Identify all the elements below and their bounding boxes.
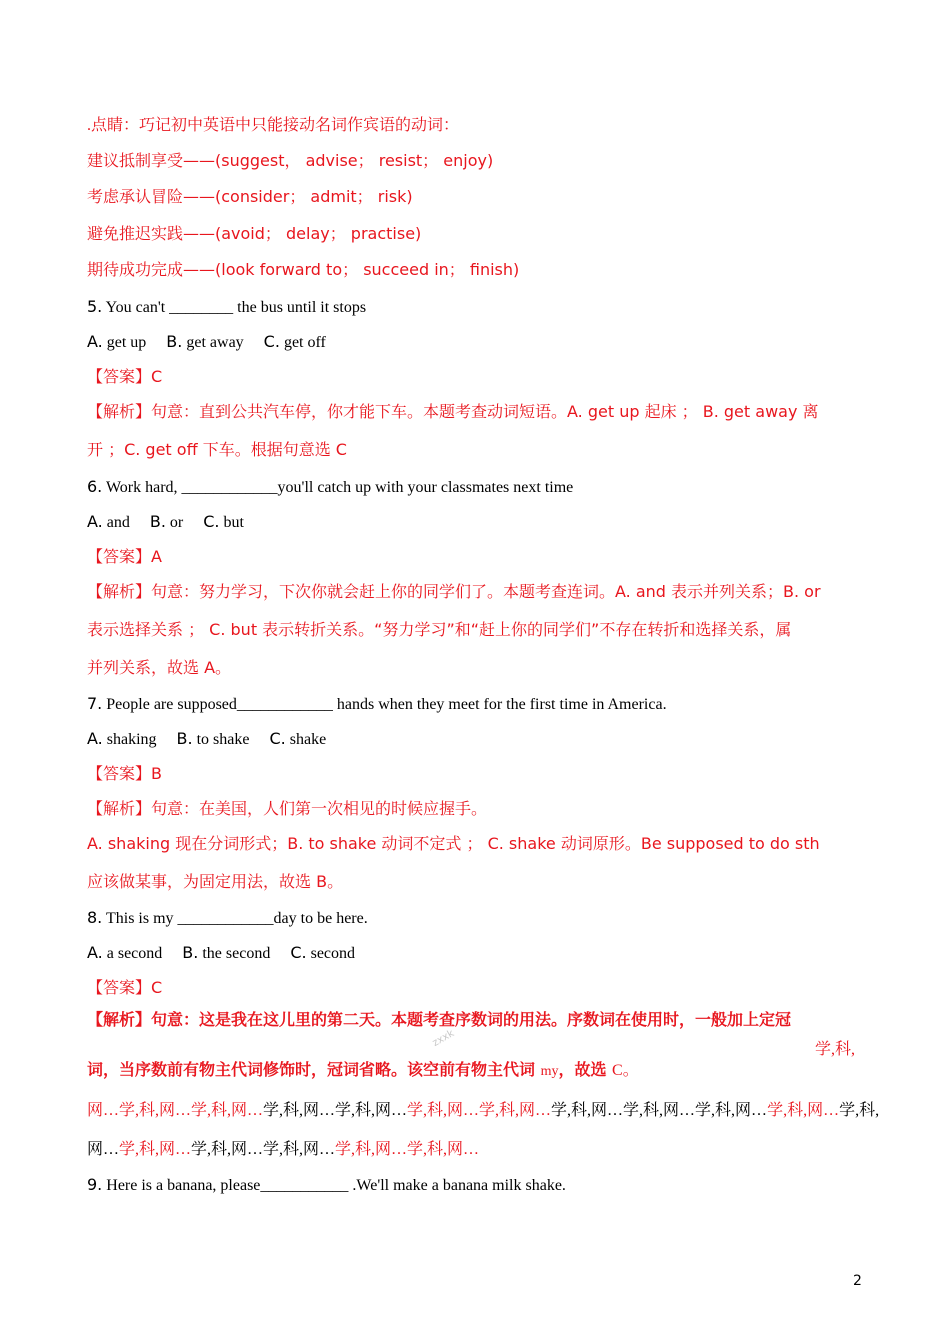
question-7-analysis-1: 【解析】句意：在美国，人们第一次相见的时候应握手。 bbox=[87, 799, 488, 818]
filler-segment: 学,科,网…学,科,网… bbox=[263, 1102, 408, 1119]
question-6-analysis-1: 【解析】句意：努力学习，下次你就会赶上你的同学们了。本题考查连词。A. and 表示并列关系；B. or bbox=[87, 582, 821, 601]
tip-line-4: 期待成功完成——(look forward to； succeed in； finish) bbox=[87, 260, 520, 279]
question-6-answer: 【答案】A bbox=[87, 547, 162, 566]
question-5-stem: 5. You can't ________ the bus until it stops bbox=[87, 297, 367, 316]
filler-row-2 bbox=[87, 1140, 479, 1160]
question-8-analysis-fragment: 学,科, bbox=[815, 1041, 856, 1058]
question-8-option-b: B. the second bbox=[182, 943, 271, 962]
question-6-analysis-2: 表示选择关系 ； C. but 表示转折关系。“努力学习”和“赶上你的同学们”不存在转折和选择关系，属 bbox=[87, 620, 792, 639]
question-6-option-a: A. and bbox=[87, 512, 130, 531]
filler-segment: 网… bbox=[87, 1141, 120, 1158]
filler-segment: 网…学,科,网…学,科,网… bbox=[87, 1102, 264, 1119]
question-7-analysis-3: 应该做某事，为固定用法，故选 B。 bbox=[87, 872, 344, 891]
question-8-option-c: C. second bbox=[290, 943, 356, 962]
question-5-answer: 【答案】C bbox=[87, 367, 163, 386]
question-5-analysis-1: 【解析】句意：直到公共汽车停，你才能下车。本题考查动词短语。A. get up 起床 ； B. get away 离 bbox=[87, 402, 819, 421]
question-7-number: 7. bbox=[87, 694, 103, 713]
question-6-option-c: C. but bbox=[203, 512, 244, 531]
filler-segment: 学,科,网… bbox=[119, 1141, 192, 1158]
question-5-option-a: A. get up bbox=[87, 332, 147, 351]
watermark: zxxk bbox=[430, 1028, 457, 1049]
question-7-analysis-2: A. shaking 现在分词形式；B. to shake 动词不定式 ； C. shake 动词原形。Be supposed to do sth bbox=[87, 834, 820, 853]
question-6-options bbox=[87, 512, 264, 533]
question-8-options bbox=[87, 943, 375, 964]
filler-segment: 学,科,网… bbox=[767, 1102, 840, 1119]
question-8-answer: 【答案】C bbox=[87, 978, 163, 997]
question-5-analysis-2: 开 ；C. get off 下车。根据句意选 C bbox=[87, 440, 347, 459]
question-8-number: 8. bbox=[87, 908, 103, 927]
filler-segment: 学,科,网…学,科,网…学,科,网… bbox=[551, 1102, 768, 1119]
question-8-option-a: A. a second bbox=[87, 943, 163, 962]
filler-segment: 学,科,网…学,科,网… bbox=[407, 1102, 552, 1119]
question-5-option-c: C. get off bbox=[263, 332, 326, 351]
question-8-analysis-1: 【解析】句意：这是我在这儿里的第二天。本题考查序数词的用法。序数词在使用时，一般加上定冠 bbox=[87, 1010, 792, 1029]
filler-segment: 学,科, bbox=[839, 1102, 880, 1119]
filler-segment: 学,科,网…学,科,网… bbox=[191, 1141, 336, 1158]
question-7-answer: 【答案】B bbox=[87, 764, 162, 783]
question-6-option-b: B. or bbox=[149, 512, 184, 531]
tip-line-3: 避免推迟实践——(avoid； delay； practise) bbox=[87, 224, 422, 243]
question-6-analysis-3: 并列关系，故选 A。 bbox=[87, 658, 232, 677]
filler-segment: 学,科,网…学,科,网… bbox=[335, 1141, 480, 1158]
question-5-option-b: B. get away bbox=[166, 332, 244, 351]
tip-heading: .点睛：巧记初中英语中只能接动名词作宾语的动词： bbox=[87, 117, 460, 134]
question-8-stem: 8. This is my ____________day to be here. bbox=[87, 908, 368, 927]
question-6-number: 6. bbox=[87, 477, 103, 496]
question-9-number: 9. bbox=[87, 1175, 103, 1194]
question-9-stem: 9. Here is a banana, please___________ .We'll make a banana milk shake. bbox=[87, 1175, 566, 1194]
tip-line-2: 考虑承认冒险——(consider； admit； risk) bbox=[87, 187, 413, 206]
question-7-option-c: C. shake bbox=[269, 729, 327, 748]
tip-line-1: 建议抵制享受——(suggest， advise； resist； enjoy) bbox=[87, 151, 494, 170]
question-5-options bbox=[87, 332, 346, 353]
question-7-option-b: B. to shake bbox=[176, 729, 250, 748]
question-8-analysis-2: 词，当序数前有物主代词修饰时，冠词省略。该空前有物主代词 my，故选 C。 bbox=[87, 1060, 639, 1079]
page-number: 2 bbox=[853, 1273, 862, 1289]
question-7-option-a: A. shaking bbox=[87, 729, 157, 748]
question-7-options bbox=[87, 729, 346, 750]
filler-row-1 bbox=[87, 1101, 879, 1121]
question-7-stem: 7. People are supposed____________ hands when they meet for the first time in America. bbox=[87, 694, 667, 713]
question-6-stem: 6. Work hard, ____________you'll catch up with your classmates next time bbox=[87, 477, 574, 496]
question-5-number: 5. bbox=[87, 297, 103, 316]
